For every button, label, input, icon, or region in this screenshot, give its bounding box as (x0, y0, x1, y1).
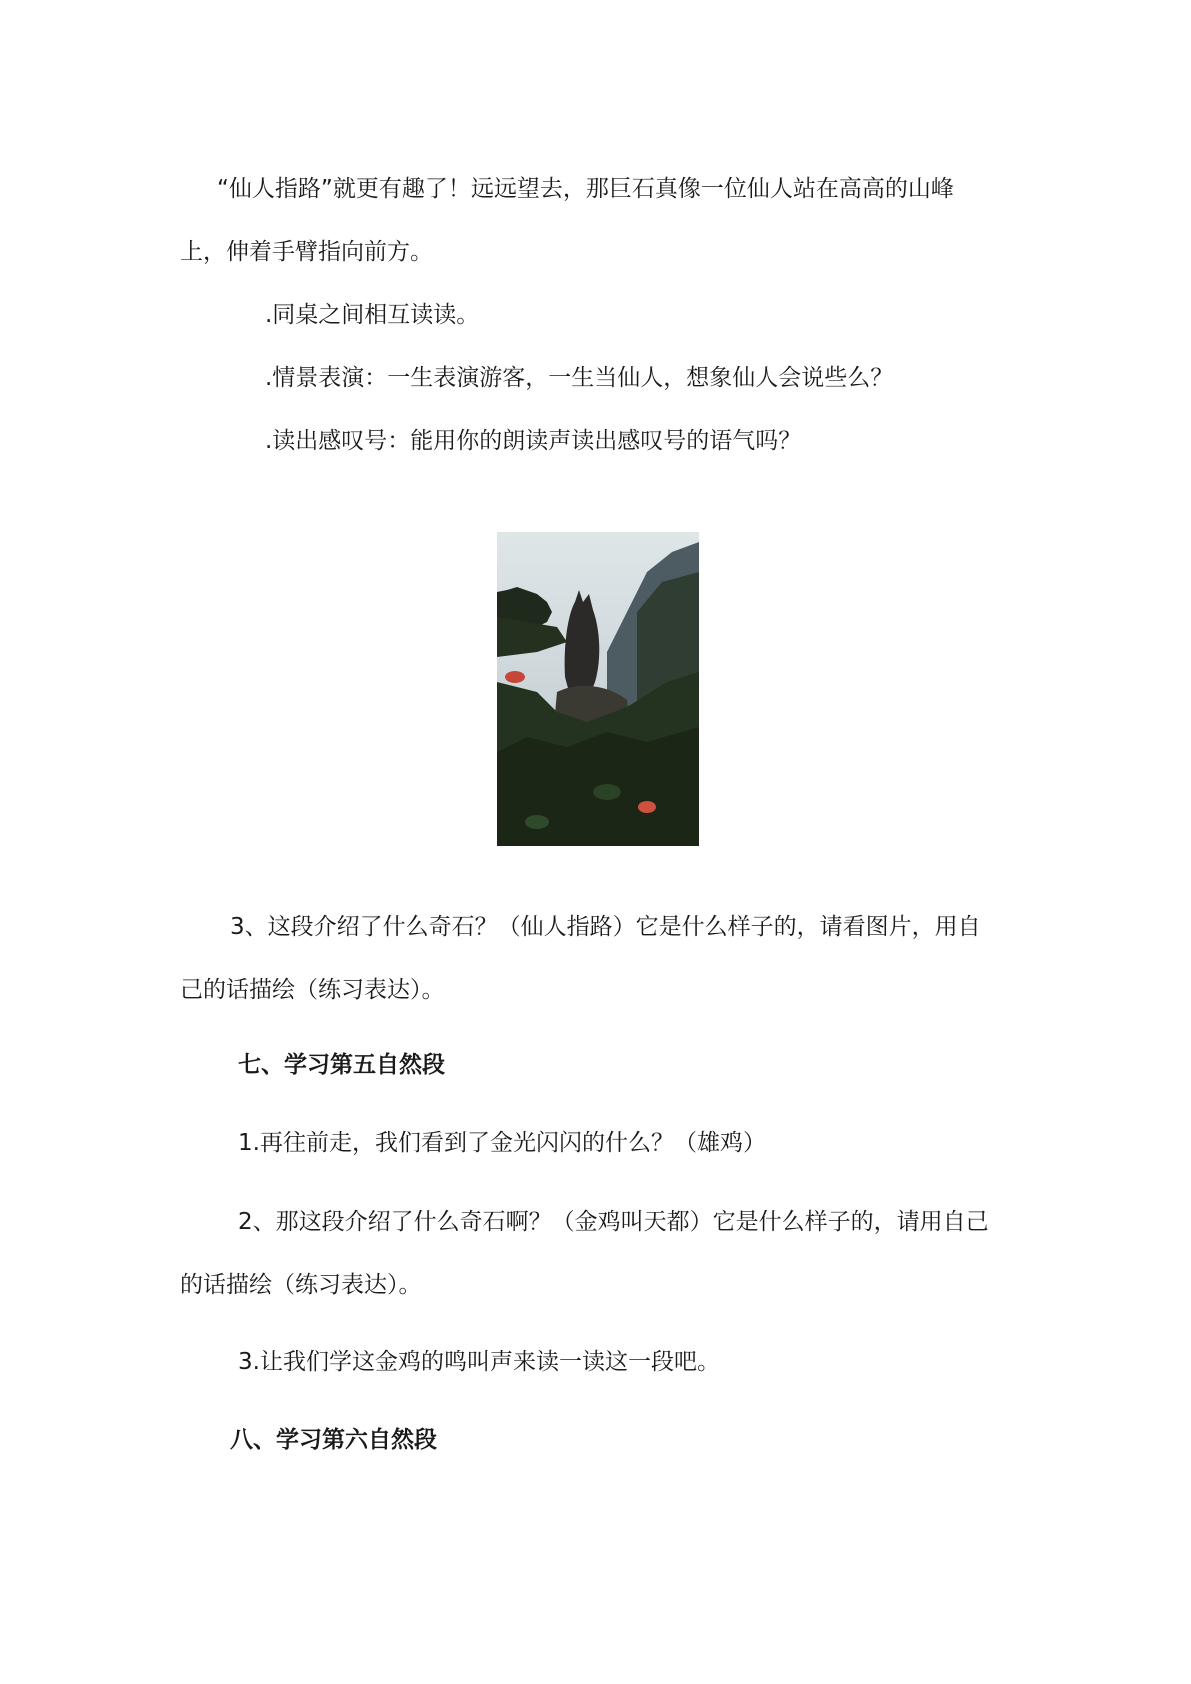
list-item: 的话描绘（练习表达）。 (180, 1272, 422, 1298)
list-item: .同桌之间相互读读。 (265, 302, 480, 328)
immortal-pointing-rock-photo (497, 532, 699, 846)
list-item: 2、那这段介绍了什么奇石啊？（金鸡叫天都）它是什么样子的，请用自己 (238, 1209, 989, 1235)
section-heading: 七、学习第五自然段 (238, 1052, 445, 1078)
paragraph-line: “仙人指路”就更有趣了！远远望去，那巨石真像一位仙人站在高高的山峰 (217, 176, 954, 202)
paragraph-line: 上，伸着手臂指向前方。 (180, 239, 433, 265)
list-item: .情景表演：一生表演游客，一生当仙人，想象仙人会说些么？ (265, 365, 894, 391)
section-heading: 八、学习第六自然段 (230, 1427, 437, 1453)
list-item: 3.让我们学这金鸡的鸣叫声来读一读这一段吧。 (238, 1349, 720, 1375)
list-item: .读出感叹号：能用你的朗读声读出感叹号的语气吗？ (265, 428, 802, 454)
list-item: 1.再往前走，我们看到了金光闪闪的什么？（雄鸡） (238, 1130, 766, 1156)
question-line: 己的话描绘（练习表达）。 (180, 977, 445, 1003)
question-line: 3、这段介绍了什么奇石？（仙人指路）它是什么样子的，请看图片，用自 (230, 914, 981, 940)
